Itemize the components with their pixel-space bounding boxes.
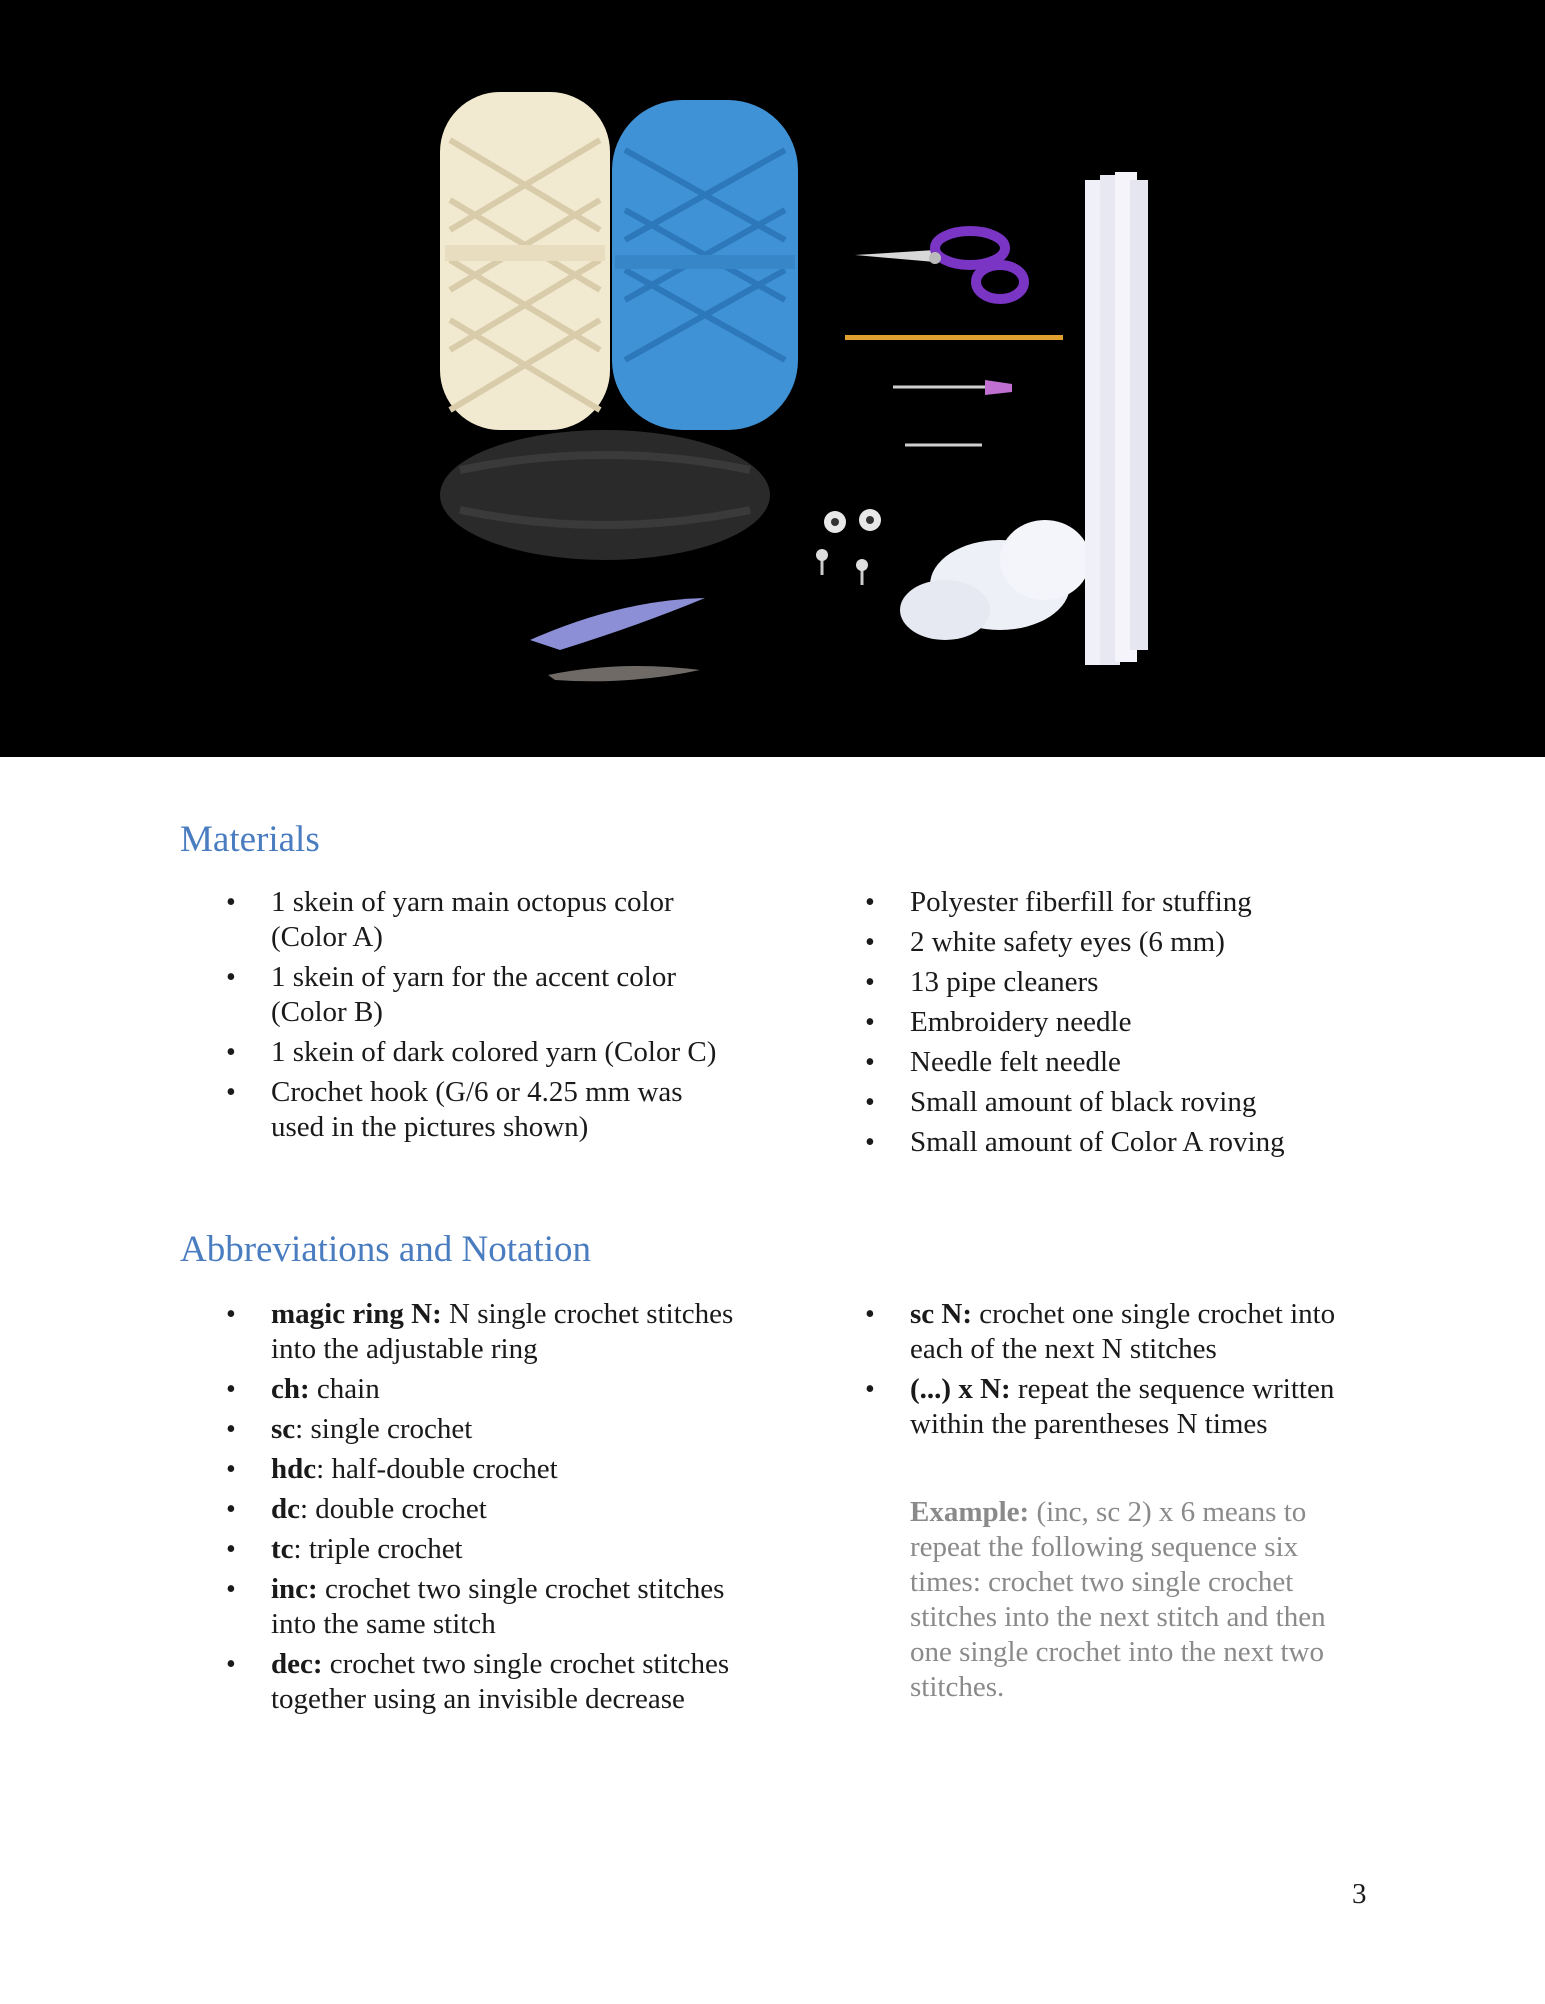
abbr-term: dec: <box>271 1648 323 1680</box>
pipe-cleaners <box>1085 172 1148 665</box>
list-item: • Polyester fiberfill for stuffing <box>910 885 1380 920</box>
abbr-desc: : half-double crochet <box>316 1453 558 1485</box>
abbr-term: (...) x N: <box>910 1373 1011 1405</box>
abbr-term: sc N: <box>910 1298 973 1330</box>
abbr-desc: crochet two single crochet stitches together using an invisible decrease <box>271 1648 730 1715</box>
abbreviations-list-right <box>910 1297 1340 1447</box>
list-item: • Small amount of black roving <box>910 1085 1380 1120</box>
list-item: • 1 skein of yarn for the accent color (Color B) <box>271 960 741 1030</box>
example-note <box>910 1495 1370 1705</box>
list-item <box>910 1372 1340 1442</box>
abbr-desc: : single crochet <box>295 1413 473 1445</box>
list-item <box>271 1647 741 1717</box>
materials-list-left <box>271 885 741 1150</box>
list-item <box>271 1372 741 1407</box>
blue-yarn-skein <box>612 100 798 430</box>
abbr-term: magic ring N: <box>271 1298 442 1330</box>
list-item <box>271 1297 741 1367</box>
list-item: • 13 pipe cleaners <box>910 965 1380 1000</box>
abbr-term: dc <box>271 1493 300 1525</box>
abbr-desc: repeat the sequence written within the parentheses N times <box>910 1373 1335 1440</box>
list-item <box>271 1452 741 1487</box>
crochet-hook <box>845 335 1063 340</box>
list-item: • 2 white safety eyes (6 mm) <box>910 925 1380 960</box>
abbr-desc: chain <box>309 1373 380 1405</box>
abbr-desc: crochet one single crochet into each of the next N stitches <box>910 1298 1336 1365</box>
cream-yarn-skein <box>440 92 610 430</box>
abbr-term: tc <box>271 1533 294 1565</box>
list-item: • 1 skein of dark colored yarn (Color C) <box>271 1035 741 1070</box>
list-item: • 1 skein of yarn main octopus color (Color A) <box>271 885 741 955</box>
list-item <box>271 1412 741 1447</box>
dark-yarn-skein <box>440 430 770 560</box>
list-item: • Embroidery needle <box>910 1005 1380 1040</box>
page-number: 3 <box>1352 1878 1367 1910</box>
example-text: (inc, sc 2) x 6 means to repeat the following sequence six times: crochet two single crochet stitches into the next stitch and then one single crochet into the next two stitches. <box>910 1496 1326 1703</box>
list-item <box>910 1297 1340 1367</box>
abbr-desc: crochet two single crochet stitches into the same stitch <box>271 1573 725 1640</box>
example-label: Example: <box>910 1496 1030 1528</box>
abbr-desc: : double crochet <box>300 1493 487 1525</box>
abbr-term: sc <box>271 1413 296 1445</box>
list-item: • Crochet hook (G/6 or 4.25 mm was used in the pictures shown) <box>271 1075 741 1145</box>
abbreviations-heading: Abbreviations and Notation <box>180 1229 592 1270</box>
materials-photo <box>0 0 1545 757</box>
abbr-term: inc: <box>271 1573 318 1605</box>
list-item <box>271 1532 741 1567</box>
list-item <box>271 1492 741 1527</box>
list-item <box>271 1572 741 1642</box>
abbreviations-list-left <box>271 1297 741 1722</box>
list-item: • Small amount of Color A roving <box>910 1125 1380 1160</box>
abbr-term: ch: <box>271 1373 310 1405</box>
list-item: • Needle felt needle <box>910 1045 1380 1080</box>
materials-list-right <box>910 885 1380 1165</box>
abbr-desc: N single crochet stitches into the adjustable ring <box>271 1298 734 1365</box>
abbr-term: hdc <box>271 1453 317 1485</box>
materials-heading: Materials <box>180 819 320 860</box>
abbr-desc: : triple crochet <box>293 1533 463 1565</box>
materials-photo-illustration <box>0 0 1545 757</box>
